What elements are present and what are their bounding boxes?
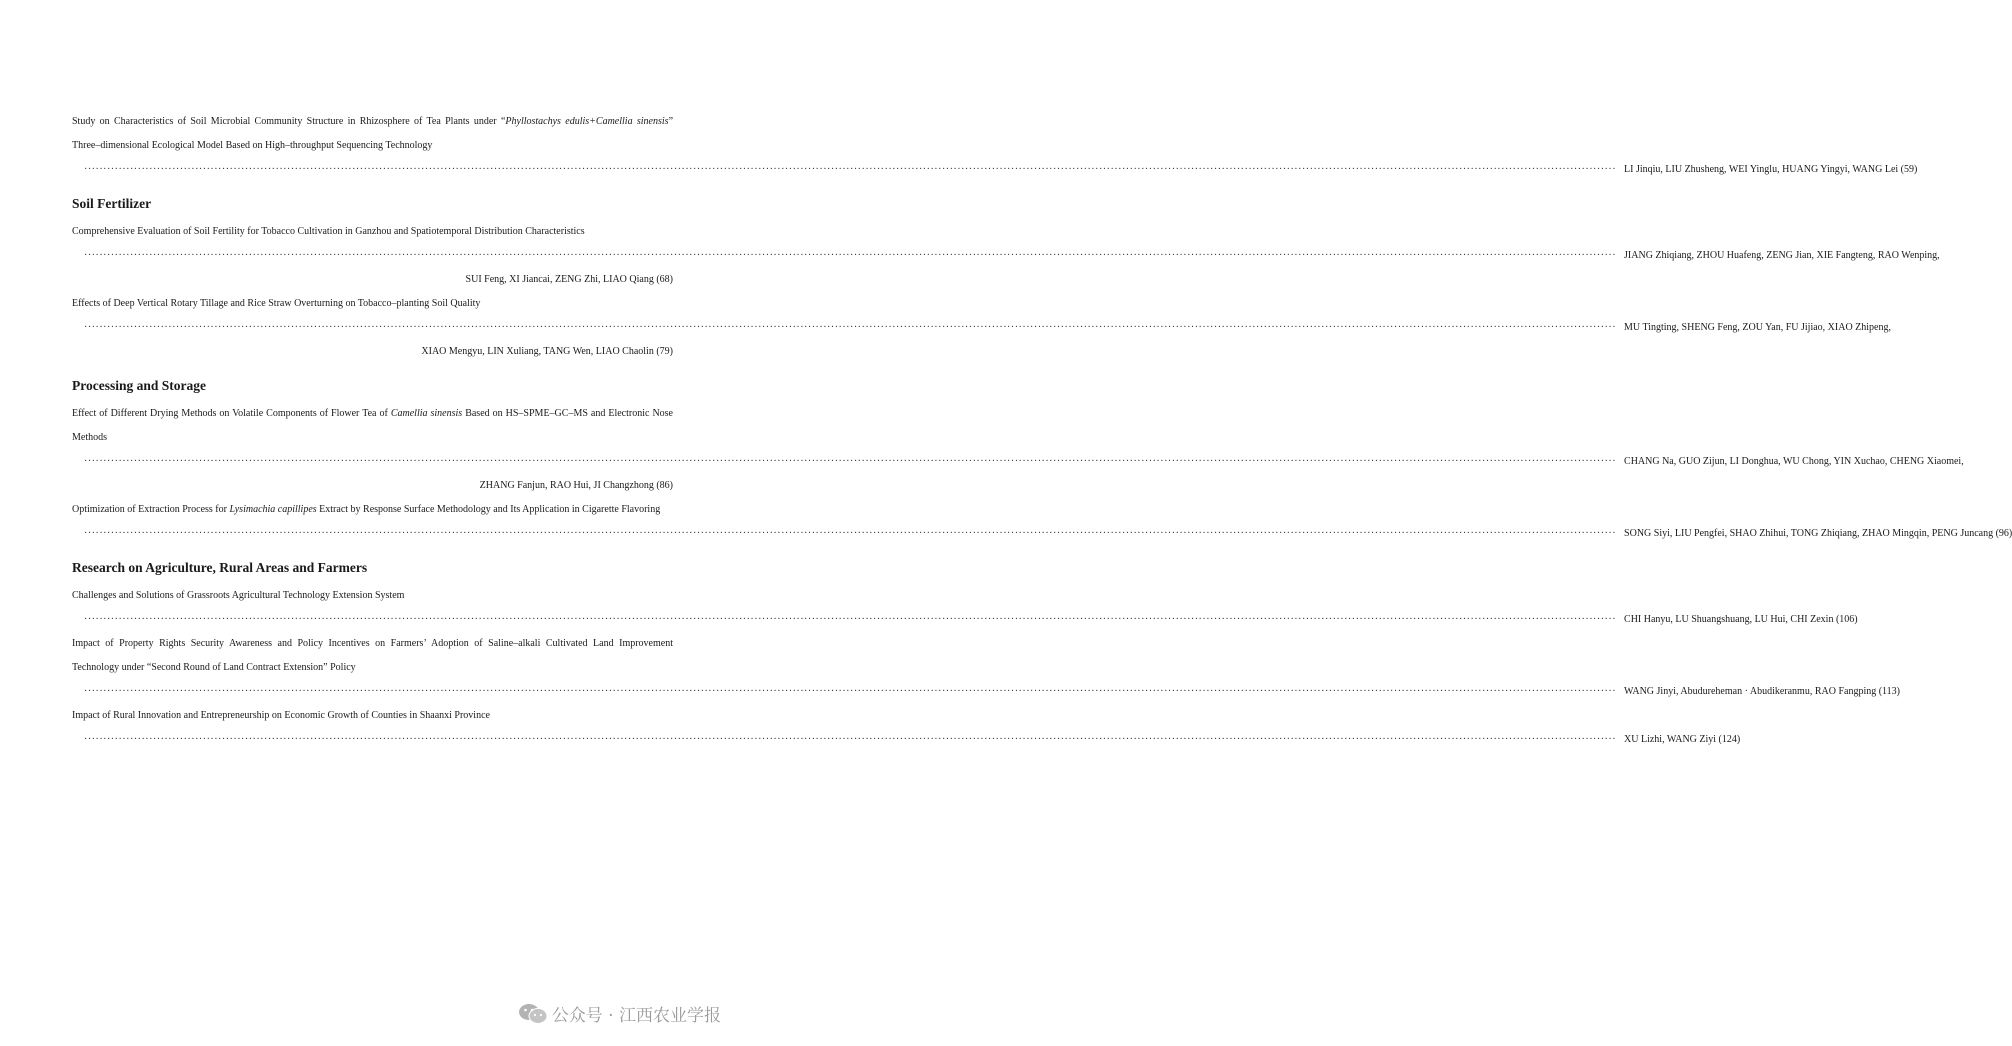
article-authors: JIANG Zhiqiang, ZHOU Huafeng, ZENG Jian, XIE Fangteng, RAO Wenping, — [1624, 250, 1940, 261]
section-heading: Research on Agriculture, Rural Areas and Farmers — [72, 560, 368, 575]
article-title — [72, 584, 673, 608]
article-authors-continued: XIAO Mengyu, LIN Xuliang, TANG Wen, LIAO Chaolin (79) — [421, 346, 673, 357]
watermark — [518, 1001, 721, 1026]
article-title — [72, 402, 673, 450]
article-authors: CHI Hanyu, LU Shuangshuang, LU Hui, CHI Zexin (106) — [1624, 614, 1858, 625]
article-authors: LI Jinqiu, LIU Zhusheng, WEI Yinglu, HUANG Yingyi, WANG Lei (59) — [1624, 164, 1918, 175]
author-line — [72, 450, 1964, 474]
author-line — [72, 522, 2012, 546]
section-heading: Processing and Storage — [72, 378, 206, 393]
author-line — [72, 244, 1940, 268]
article-authors: SONG Siyi, LIU Pengfei, SHAO Zhihui, TONG Zhiqiang, ZHAO Mingqin, PENG Juncang (96) — [1624, 528, 2012, 539]
leader-dots: ················································································································································································································································································································································································································ — [84, 250, 1617, 261]
article-authors: XU Lizhi, WANG Ziyi (124) — [1624, 734, 1741, 745]
article-title-italic: Phyllostachys edulis+Camellia sinensis — [505, 116, 669, 127]
section-heading: Soil Fertilizer — [72, 196, 152, 211]
article-title-italic: Camellia sinensis — [390, 408, 463, 419]
wechat-icon — [518, 1003, 548, 1025]
article-authors: WANG Jinyi, Abudureheman · Abudikeranmu, RAO Fangping (113) — [1624, 686, 1901, 697]
article-title-text: Impact of Property Rights Security Awareness and Policy Incentives on Farmers’ Adoption of Saline–alkali Cultivated Land Improvement Technology under “Second Round of Land Contract Extension” Policy — [72, 638, 673, 673]
article-title-text: Optimization of Extraction Process for — [72, 504, 230, 515]
leader-dots: ················································································································································································································································································································································································································ — [84, 322, 1617, 333]
article-authors-continued: ZHANG Fanjun, RAO Hui, JI Changzhong (86) — [479, 480, 673, 491]
article-title — [72, 632, 673, 680]
article-title — [72, 498, 673, 522]
article-title-text: Study on Characteristics of Soil Microbial Community Structure in Rhizosphere of Tea Plants under “ — [72, 116, 506, 127]
author-line — [72, 680, 1901, 704]
article-authors: MU Tingting, SHENG Feng, ZOU Yan, FU Jijiao, XIAO Zhipeng, — [1624, 322, 1891, 333]
article-title-text: Effects of Deep Vertical Rotary Tillage and Rice Straw Overturning on Tobacco–planting Soil Quality — [72, 298, 481, 309]
leader-dots: ················································································································································································································································································································································································································ — [84, 456, 1617, 467]
article-title-text: Extract by Response Surface Methodology and Its Application in Cigarette Flavoring — [316, 504, 661, 515]
article-title-text: Based on HS–SPME–GC–MS and Electronic Nose Methods — [72, 408, 673, 443]
leader-dots: ················································································································································································································································································································································································································ — [84, 614, 1617, 625]
article-title-text: Challenges and Solutions of Grassroots Agricultural Technology Extension System — [72, 590, 405, 601]
leader-dots: ················································································································································································································································································································································································································ — [84, 164, 1617, 175]
author-line — [72, 728, 1741, 752]
article-title — [72, 704, 673, 728]
article-title — [72, 292, 673, 316]
article-title — [72, 110, 673, 158]
article-authors-continued: SUI Feng, XI Jiancai, ZENG Zhi, LIAO Qiang (68) — [465, 274, 673, 285]
leader-dots: ················································································································································································································································································································································································································ — [84, 734, 1617, 745]
author-line — [72, 608, 1858, 632]
author-line — [72, 158, 1918, 182]
author-line — [72, 316, 1891, 340]
leader-dots: ················································································································································································································································································································································································································ — [84, 528, 1617, 539]
article-title-text: Effect of Different Drying Methods on Volatile Components of Flower Tea of — [72, 408, 391, 419]
watermark-text: 公众号 · 江西农业学报 — [551, 1006, 721, 1026]
article-authors: CHANG Na, GUO Zijun, LI Donghua, WU Chong, YIN Xuchao, CHENG Xiaomei, — [1624, 456, 1964, 467]
article-title — [72, 220, 673, 244]
leader-dots: ················································································································································································································································································································································································································ — [84, 686, 1617, 697]
article-title-text: Comprehensive Evaluation of Soil Fertility for Tobacco Cultivation in Ganzhou and Spatiotemporal Distribution Characteristics — [72, 226, 585, 237]
article-title-text: ” Three–dimensional Ecological Model Based on High–throughput Sequencing Technology — [72, 116, 674, 151]
article-title-italic: Lysimachia capillipes — [229, 504, 317, 515]
table-of-contents — [72, 110, 2012, 752]
article-title-text: Impact of Rural Innovation and Entrepreneurship on Economic Growth of Counties in Shaanxi Province — [72, 710, 490, 721]
